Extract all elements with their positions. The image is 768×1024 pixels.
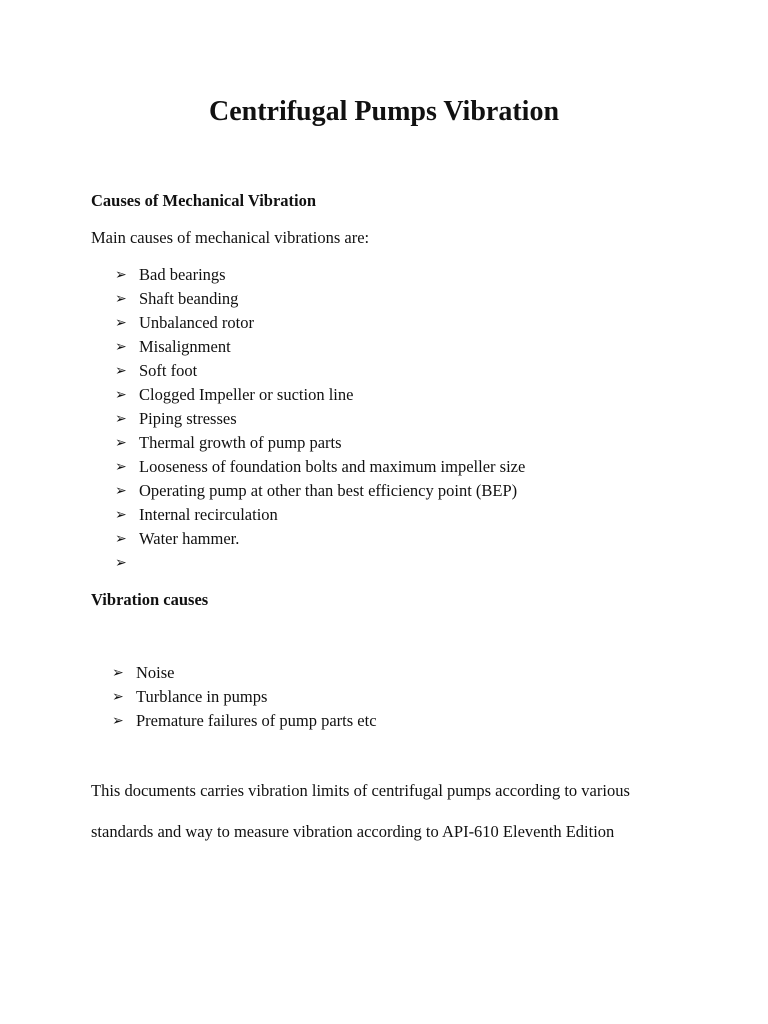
arrow-bullet-icon: ➢ [112,665,124,681]
page-title: Centrifugal Pumps Vibration [208,96,560,127]
arrow-bullet-icon: ➢ [115,339,127,355]
arrow-bullet-icon: ➢ [115,531,127,547]
list-item-text: Unbalanced rotor [139,313,254,332]
arrow-bullet-icon: ➢ [115,483,127,499]
list-item-text: Operating pump at other than best efficiency point (BEP) [139,481,518,500]
list-item-text: Clogged Impeller or suction line [139,385,354,404]
arrow-bullet-icon: ➢ [115,267,127,283]
list-item [115,503,525,527]
list-item [115,527,525,551]
arrow-bullet-icon: ➢ [115,507,127,523]
arrow-bullet-icon: ➢ [115,459,127,475]
arrow-bullet-icon: ➢ [112,713,124,729]
arrow-bullet-icon: ➢ [115,555,127,571]
list-item [115,407,525,431]
list-item-text: Shaft beanding [139,289,239,308]
list-item [115,383,525,407]
arrow-bullet-icon: ➢ [115,387,127,403]
vibration-causes-list [112,661,377,733]
list-item [112,685,377,709]
list-item [115,287,525,311]
arrow-bullet-icon: ➢ [115,315,127,331]
list-item-text: Internal recirculation [139,505,278,524]
list-item [115,551,525,575]
list-item [115,335,525,359]
list-item-text: Turblance in pumps [136,687,268,706]
closing-line-2: standards and way to measure vibration according to API-610 Eleventh Edition [91,822,615,841]
list-item [112,661,377,685]
list-item-text: Water hammer. [139,529,240,548]
section-heading-vibration-causes: Vibration causes [91,590,209,609]
list-item-text: Premature failures of pump parts etc [136,711,377,730]
list-item [115,311,525,335]
list-item [115,455,525,479]
list-item [115,479,525,503]
list-item [115,263,525,287]
section-heading-mechanical: Causes of Mechanical Vibration [91,191,317,210]
arrow-bullet-icon: ➢ [115,363,127,379]
list-item [115,359,525,383]
arrow-bullet-icon: ➢ [115,411,127,427]
list-item-text: Thermal growth of pump parts [139,433,342,452]
list-item-text: Piping stresses [139,409,237,428]
list-item-text: Noise [136,663,175,682]
arrow-bullet-icon: ➢ [115,291,127,307]
list-item [115,431,525,455]
intro-text: Main causes of mechanical vibrations are: [91,228,370,247]
arrow-bullet-icon: ➢ [115,435,127,451]
closing-line-1: This documents carries vibration limits of centrifugal pumps according to various [91,781,630,800]
list-item-text: Misalignment [139,337,231,356]
list-item-text: Looseness of foundation bolts and maximum impeller size [139,457,526,476]
list-item [112,709,377,733]
arrow-bullet-icon: ➢ [112,689,124,705]
mechanical-causes-list [115,263,525,575]
list-item-text: Soft foot [139,361,198,380]
list-item-text: Bad bearings [139,265,226,284]
